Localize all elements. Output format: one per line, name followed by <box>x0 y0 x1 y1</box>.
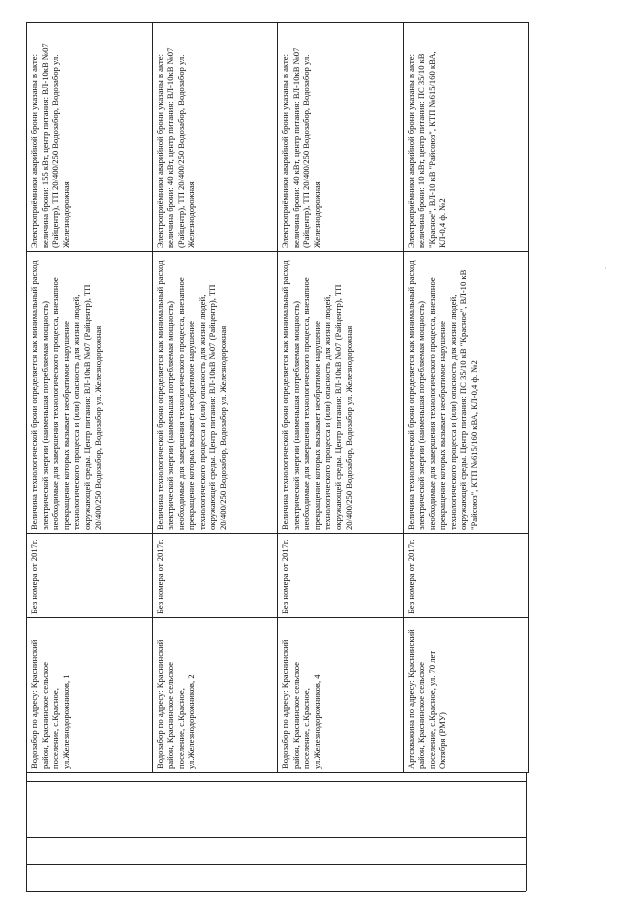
table-row <box>278 23 404 773</box>
ruled-line <box>26 773 27 891</box>
ruled-line <box>26 891 526 892</box>
cell-justification: Величина технологической брони определяется как минимальный расход электрической энергии (наименьшая потребляемая мощность) необходимые для завершения технологического процесса, внезапное прекращение которых вызывает необратимое нарушение технологического процесса и (или) опасность для жизни людей, окружающей среды. Центр питания: ВЛ-10кВ №07 (Райцентр), ТП 20/400/250 Водозабор, Водозабор ул. Железнодорожная <box>27 252 153 534</box>
table-row <box>403 23 529 773</box>
cell-object: Водозабор по адресу: Краснинский район, Краснинское сельское поселение, с.Красное, ул.Железнодорожников, 4 <box>278 618 404 773</box>
cell-object: Артскважина по адресу: Краснинский район, Краснинское сельское поселение, с.Красное, ул. 70 лет Октября (РМУ) <box>403 618 529 773</box>
ruled-line <box>26 837 526 838</box>
cell-justification: Величина технологической брони определяется как минимальный расход электрической энергии (наименьшая потребляемая мощность) необходимые для завершения технологического процесса, внезапное прекращение которых вызывает необратимое нарушение технологического процесса и (или) опасность для жизни людей, окружающей среды. Центр питания: ПС 35/10 кВ "Красное", ВЛ-10 кВ "Райсоюз", КТП №615/160 кВА, КЛ-0,4 ф. №2 <box>403 252 529 534</box>
rotated-table-block <box>26 23 529 773</box>
cell-emergency-reserve: Электроприёмники аварийной брони указаны в акте: величина брони: 40 кВт, центр питания: ВЛ-10кВ №07 (Райцентр), ТП 20/400/250 Водозабор, Водозабор ул. Железнодорожная <box>278 23 404 252</box>
cell-document: Без номера от 2017г. <box>403 534 529 618</box>
cell-emergency-reserve: Электроприёмники аварийной брони указаны в акте: величина брони: 10 кВт, центр питания: ПС 35/10 кВ "Красное", ВЛ-10 кВ "Райсоюз", КТП №615/160 кВА, КЛ-0,4 ф. №2 <box>403 23 529 252</box>
cell-object: Водозабор по адресу: Краснинский район, Краснинское сельское поселение, с.Красное, ул.Железнодорожников, 1 <box>27 618 153 773</box>
cell-emergency-reserve: Электроприёмники аварийной брони указаны в акте: величина брони: 40 кВт, центр питания: ВЛ-10кВ №07 (Райцентр), ТП 20/400/250 Водозабор, Водозабор ул. Железнодорожная <box>152 23 278 252</box>
cell-justification: Величина технологической брони определяется как минимальный расход электрической энергии (наименьшая потребляемая мощность) необходимые для завершения технологического процесса, внезапное прекращение которых вызывает необратимое нарушение технологического процесса и (или) опасность для жизни людей, окружающей среды. Центр питания: ВЛ-10кВ №07 (Райцентр), ТП 20/400/250 Водозабор, Водозабор ул. Железнодорожная <box>278 252 404 534</box>
table-row <box>152 23 278 773</box>
cell-document: Без номера от 2017г. <box>278 534 404 618</box>
cell-document: Без номера от 2017г. <box>27 534 153 618</box>
ruled-line <box>26 781 526 782</box>
emergency-reserve-table <box>26 22 529 773</box>
scan-speck: · <box>604 264 607 273</box>
cell-justification: Величина технологической брони определяется как минимальный расход электрической энергии (наименьшая потребляемая мощность) необходимые для завершения технологического процесса, внезапное прекращение которых вызывает необратимое нарушение технологического процесса и (или) опасность для жизни людей, окружающей среды. Центр питания: ВЛ-10кВ №07 (Райцентр), ТП 20/400/250 Водозабор, Водозабор ул. Железнодорожная <box>152 252 278 534</box>
ruled-line <box>26 864 526 865</box>
cell-emergency-reserve: Электроприёмники аварийной брони указаны в акте: величина брони: 155 кВт, центр питания: ВЛ-10кВ №07 (Райцентр), ТП 20/400/250 Водозабор, Водозабор ул. Железнодорожная <box>27 23 153 252</box>
cell-document: Без номера от 2017г. <box>152 534 278 618</box>
cell-object: Водозабор по адресу: Краснинский район, Краснинское сельское поселение, с.Красное, ул.Железнодорожников, 2 <box>152 618 278 773</box>
ruled-line <box>526 773 527 891</box>
table-row <box>27 23 153 773</box>
